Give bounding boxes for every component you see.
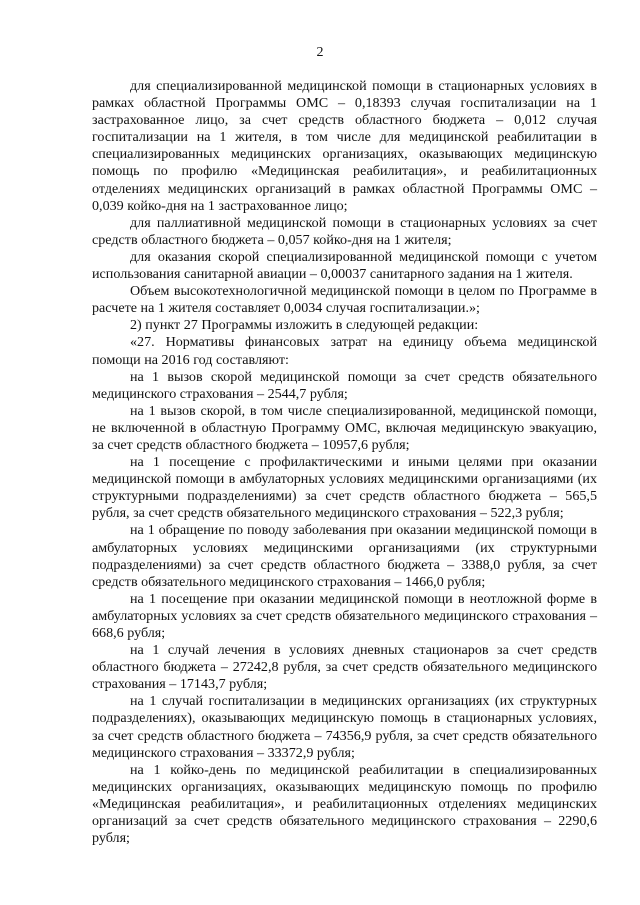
paragraph: «27. Нормативы финансовых затрат на единицу объема медицинской помощи на 2016 год составляют:	[92, 334, 597, 368]
paragraph: для паллиативной медицинской помощи в стационарных условиях за счет средств областного бюджета – 0,057 койко-дня на 1 жителя;	[92, 214, 597, 248]
paragraph: на 1 койко-день по медицинской реабилитации в специализированных медицинских организациях, оказывающих медицинскую помощь по профилю «Медицинская реабилитация», и реабилитационных отделениях медицинских организаций за счет средств обязательного медицинского страхования – 2290,6 рубля;	[92, 761, 597, 847]
page-number: 2	[316, 45, 324, 60]
paragraph: на 1 посещение с профилактическими и иными целями при оказании медицинской помощи в амбулаторных условиях медицинскими организациями (их структурными подразделениями) за счет средств областного бюджета – 565,5 рубля, за счет средств обязательного медицинского страхования – 522,3 рубля;	[92, 454, 597, 522]
paragraph: на 1 вызов скорой медицинской помощи за счет средств обязательного медицинского страхования – 2544,7 рубля;	[92, 368, 597, 402]
paragraph: для оказания скорой специализированной медицинской помощи с учетом использования санитарной авиации – 0,00037 санитарного задания на 1 жителя.	[92, 248, 597, 283]
paragraph: на 1 посещение при оказании медицинской помощи в неотложной форме в амбулаторных условиях за счет средств обязательного медицинского страхования – 668,6 рубля;	[92, 590, 597, 641]
paragraph: на 1 обращение по поводу заболевания при оказании медицинской помощи в амбулаторных условиях медицинскими организациями (их структурными подразделениями) за счет средств областного бюджета – 3388,0 рубля, за счет средств обязательного медицинского страхования – 1466,0 рубля;	[92, 522, 597, 590]
paragraph: на 1 вызов скорой, в том числе специализированной, медицинской помощи, не включенной в областную Программу ОМС, включая медицинскую эвакуацию, за счет средств областного бюджета – 10957,6 рубля;	[92, 402, 597, 453]
paragraph: для специализированной медицинской помощи в стационарных условиях в рамках областной Программы ОМС – 0,18393 случая госпитализации на 1 застрахованное лицо, за счет средств областного бюджета – 0,012 случая госпитализации на 1 жителя, в том числе для медицинской реабилитации в специализированных медицинских организациях, оказывающих медицинскую помощь по профилю «Медицинская реабилитация», и реабилитационных отделениях медицинских организаций в рамках областной Программы ОМС – 0,039 койко-дня на 1 застрахованное лицо;	[92, 78, 597, 214]
document-body	[92, 78, 597, 847]
paragraph: на 1 случай лечения в условиях дневных стационаров за счет средств областного бюджета – 27242,8 рубля, за счет средств обязательного медицинского страхования – 17143,7 рубля;	[92, 642, 597, 693]
paragraph: 2) пункт 27 Программы изложить в следующей редакции:	[130, 317, 479, 334]
paragraph: на 1 случай госпитализации в медицинских организациях (их структурных подразделениях), оказывающих медицинскую помощь в стационарных условиях, за счет средств областного бюджета – 74356,9 рубля, за счет средств обязательного медицинского страхования – 33372,9 рубля;	[92, 693, 597, 761]
paragraph: Объем высокотехнологичной медицинской помощи в целом по Программе в расчете на 1 жителя составляет 0,0034 случая госпитализации.»;	[92, 283, 597, 317]
